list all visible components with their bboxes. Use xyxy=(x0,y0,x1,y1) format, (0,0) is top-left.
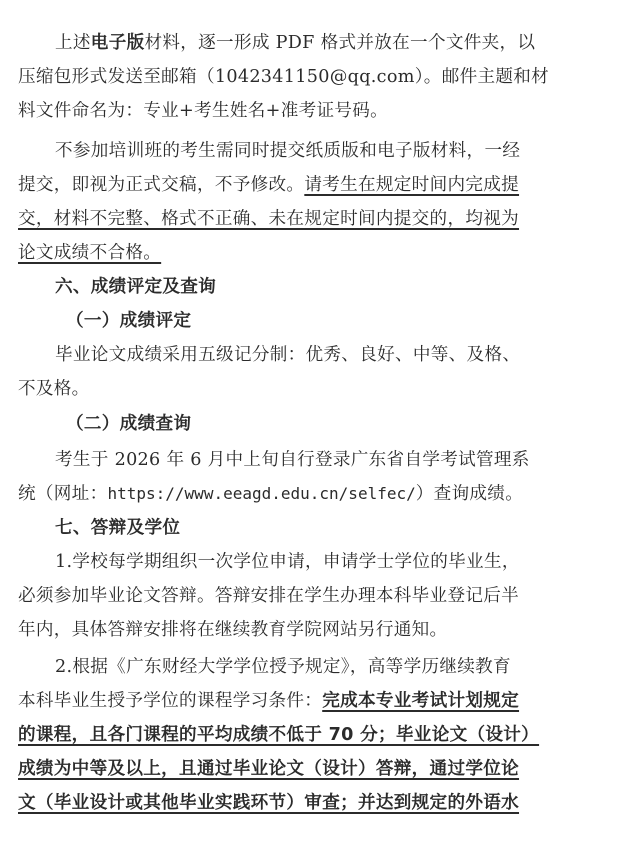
degree-paragraph-line-4 xyxy=(18,758,519,780)
degree-paragraph-line-1: 2.根据《广东财经大学学位授予规定》，高等学历继续教育 xyxy=(55,657,511,677)
defense-paragraph-line-3: 年内，具体答辩安排将在继续教育学院网站另行通知。 xyxy=(18,620,448,640)
text-segment: 材料，逐一形成 PDF 格式并放在一个文件夹，以 xyxy=(144,33,536,53)
degree-paragraph-line-2 xyxy=(18,690,519,712)
grading-paragraph-line-1: 毕业论文成绩采用五级记分制：优秀、良好、中等、及格、 xyxy=(55,345,521,365)
underlined-text: 论文成绩不合格。 xyxy=(18,243,162,263)
section-6-2-heading: （二）成绩查询 xyxy=(66,414,192,434)
grading-paragraph-line-2: 不及格。 xyxy=(18,379,90,399)
underlined-text: 请考生在规定时间内完成提 xyxy=(304,175,520,195)
text-segment: 提交，即视为正式交稿，不予修改。 xyxy=(18,175,305,195)
underlined-text: 交，材料不完整、格式不正确、未在规定时间内提交的，均视为 xyxy=(18,209,520,229)
submit-paragraph-line-2: 压缩包形式发送至邮箱（1042341150@qq.com）。邮件主题和材 xyxy=(18,67,550,87)
nontraining-paragraph-line-3 xyxy=(18,208,519,230)
defense-paragraph-line-1: 1.学校每学期组织一次学位申请，申请学士学位的毕业生， xyxy=(55,552,520,572)
text-segment: 统（网址： xyxy=(18,484,108,504)
bold-underlined-text: 文（毕业设计或其他毕业实践环节）审查；并达到规定的外语水 xyxy=(18,793,520,813)
section-7-heading: 七、答辩及学位 xyxy=(55,518,181,538)
degree-paragraph-line-5 xyxy=(18,792,519,814)
bold-underlined-text: 成绩为中等及以上，且通过毕业论文（设计）答辩，通过学位论 xyxy=(18,759,520,779)
submit-paragraph-line-1 xyxy=(55,32,535,54)
section-6-1-heading: （一）成绩评定 xyxy=(66,311,192,331)
bold-text-electronic: 电子版 xyxy=(90,33,145,53)
text-segment: ）查询成绩。 xyxy=(415,484,524,504)
nontraining-paragraph-line-1: 不参加培训班的考生需同时提交纸质版和电子版材料，一经 xyxy=(55,141,521,161)
bold-underlined-text: 完成本专业考试计划规定 xyxy=(322,691,520,711)
nontraining-paragraph-line-2 xyxy=(18,174,519,196)
section-6-heading: 六、成绩评定及查询 xyxy=(55,277,217,297)
query-paragraph-line-2 xyxy=(18,483,523,505)
submit-paragraph-line-3: 料文件命名为：专业+考生姓名+准考证号码。 xyxy=(18,101,389,121)
nontraining-paragraph-line-4 xyxy=(18,242,161,264)
degree-paragraph-line-3 xyxy=(18,724,539,746)
query-url-text: https://www.eeagd.edu.cn/selfec/ xyxy=(107,484,416,503)
text-segment: 本科毕业生授予学位的课程学习条件： xyxy=(18,691,323,711)
bold-underlined-text: 的课程，且各门课程的平均成绩不低于 70 分；毕业论文（设计） xyxy=(18,725,540,745)
text-segment: 上述 xyxy=(55,33,91,53)
defense-paragraph-line-2: 必须参加毕业论文答辩。答辩安排在学生办理本科毕业登记后半 xyxy=(18,586,520,606)
query-paragraph-line-1: 考生于 2026 年 6 月中上旬自行登录广东省自学考试管理系 xyxy=(55,450,530,470)
